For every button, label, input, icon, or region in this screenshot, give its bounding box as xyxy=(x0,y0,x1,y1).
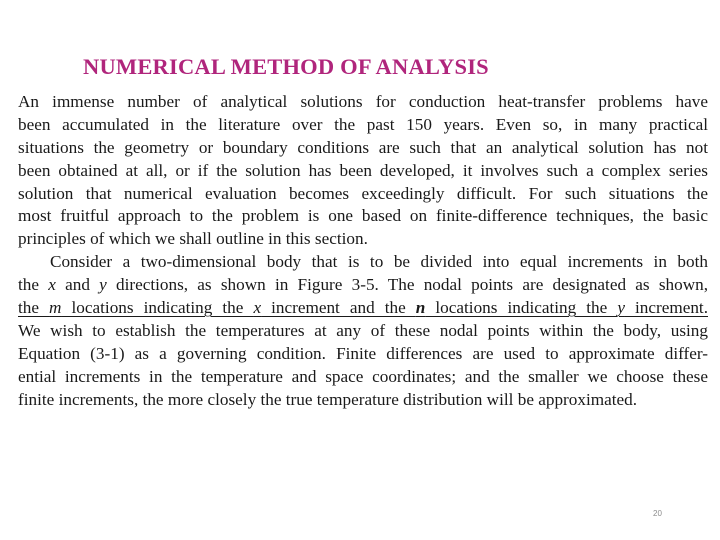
paragraph-2-line-3 xyxy=(18,297,708,320)
paragraph-2-line-7: finite increments, the more closely the true temperature distribution will be approximated. xyxy=(18,389,638,409)
variable-y: y xyxy=(617,298,625,318)
variable-n: n xyxy=(415,298,426,318)
paragraph-1-line-4: been obtained at all, or if the solution has been developed, it involves such a complex series xyxy=(18,160,708,180)
paragraph-2-line-1: Consider a two-dimensional body that is to be divided into equal increments in both xyxy=(50,252,708,272)
slide-title: NUMERICAL METHOD OF ANALYSIS xyxy=(83,54,489,79)
paragraph-1-line-3: situations the geometry or boundary conditions are such that an analytical solution has not xyxy=(18,137,708,157)
text-segment: the xyxy=(18,298,50,318)
paragraph-2-line-2 xyxy=(18,274,708,297)
variable-x: x xyxy=(48,275,56,295)
paragraph-1-line-7: principles of which we shall outline in this section. xyxy=(18,229,368,249)
body-text xyxy=(18,91,708,411)
paragraph-2-line-4: We wish to establish the temperatures at any of these nodal points within the body, using xyxy=(18,320,708,340)
text-segment: the xyxy=(18,275,49,295)
paragraph-1-line-6: most fruitful approach to the problem is one based on finite-difference techniques, the basic xyxy=(18,206,708,226)
text-segment: locations indicating the xyxy=(425,298,618,318)
paragraph-1-line-1: An immense number of analytical solutions for conduction heat-transfer problems have xyxy=(18,92,708,111)
text-segment: increment. xyxy=(624,298,708,318)
text-segment: directions, as shown in Figure 3-5. The nodal points are designated as shown, xyxy=(106,275,708,295)
paragraph-1-line-5: solution that numerical evaluation becomes exceedingly difficult. For such situations the xyxy=(18,183,708,203)
page-number: 20 xyxy=(653,509,662,518)
text-segment: and xyxy=(55,275,100,295)
variable-y: y xyxy=(99,275,107,295)
variable-m: m xyxy=(49,298,62,318)
text-segment: locations indicating the xyxy=(61,298,254,318)
paragraph-1-line-2: been accumulated in the literature over the past 150 years. Even so, in many practical xyxy=(18,114,708,134)
paragraph-2-line-5: Equation (3-1) as a governing condition. Finite differences are used to approximate differ- xyxy=(18,343,708,363)
variable-x: x xyxy=(253,298,262,318)
text-segment: increment and the xyxy=(261,298,416,318)
paragraph-2-line-6: ential increments in the temperature and space coordinates; and the smaller we choose these xyxy=(18,366,708,386)
